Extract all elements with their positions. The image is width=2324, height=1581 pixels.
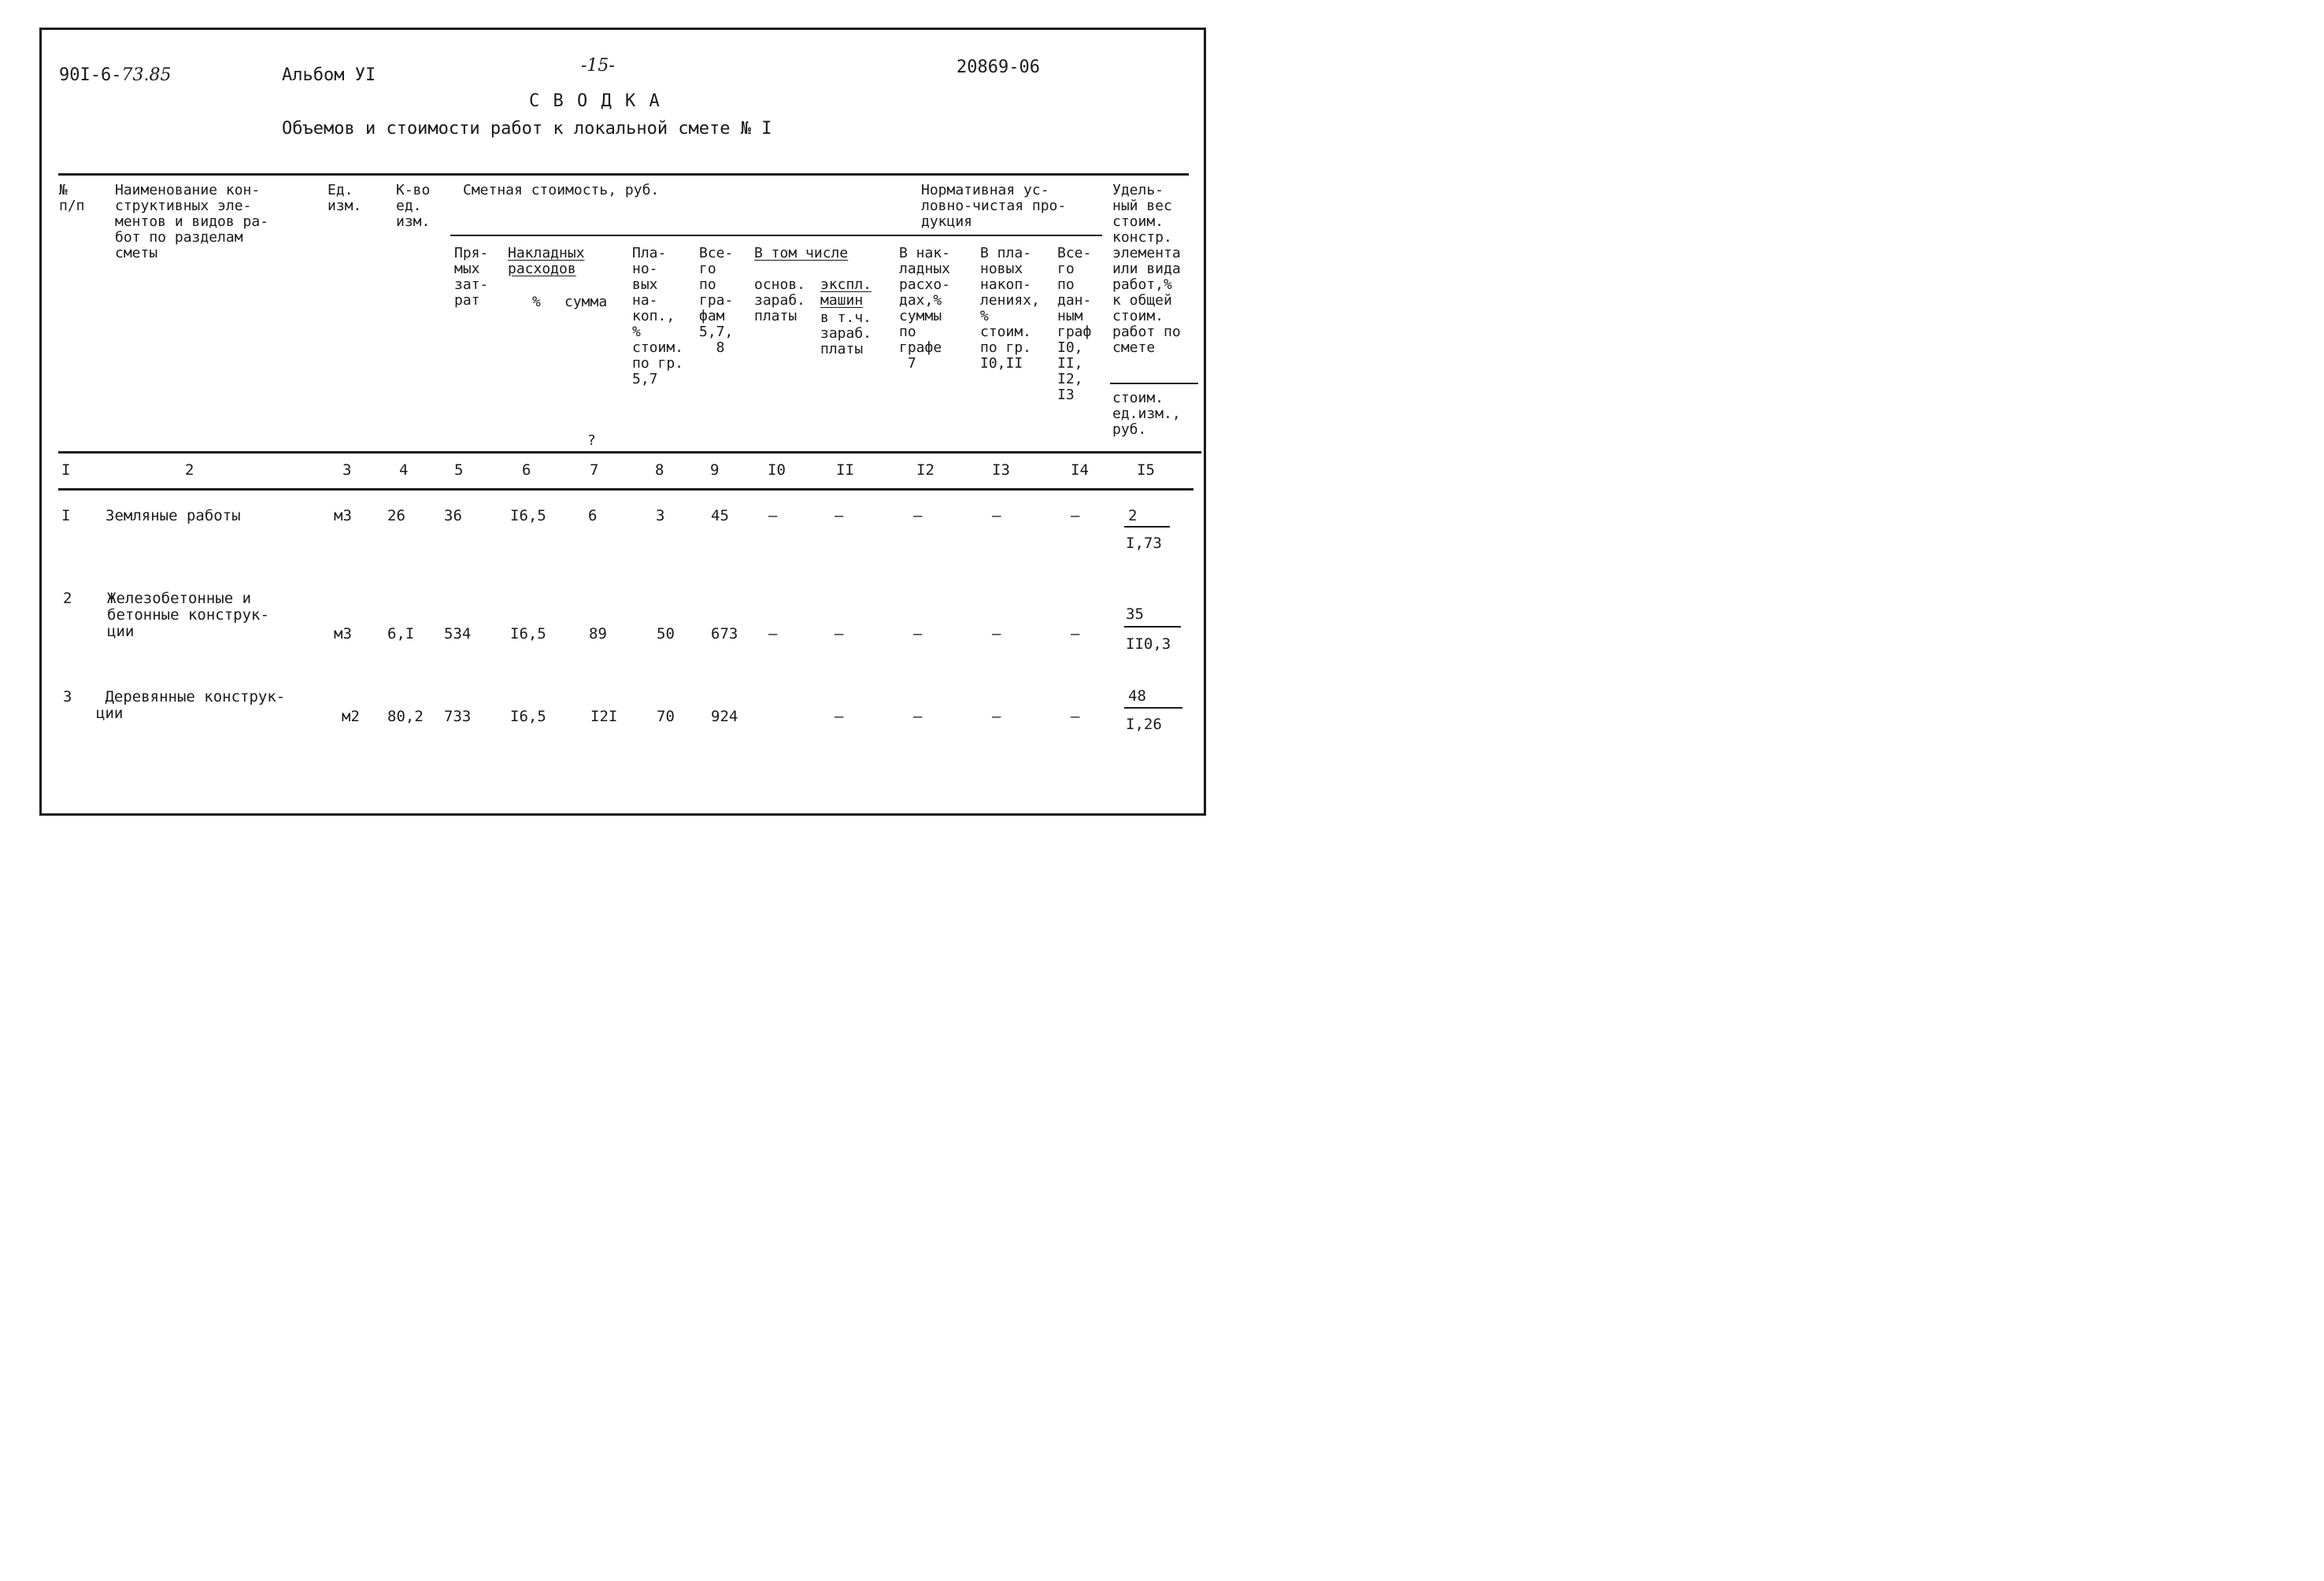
col-header-13: В пла- новых накоп- лениях, % стоим. по гр. I0,II: [980, 245, 1040, 372]
row-norm-planned: –: [992, 625, 1001, 642]
col-header-5: Пря- мых зат- рат: [454, 245, 489, 309]
document-code-handwritten: 73.85: [121, 65, 172, 85]
col-header-8: Пла- но- вых на- коп., % стоим. по гр. 5,7: [632, 245, 684, 387]
row-norm-overhead: –: [913, 625, 923, 642]
col-header-15-bottom: стоим. ед.изм., руб.: [1112, 390, 1181, 438]
row-overhead-sum: 6: [588, 507, 598, 524]
row-overhead-pct: I6,5: [510, 625, 546, 642]
row-wage: –: [768, 625, 778, 642]
numbers-bottom-rule: [58, 488, 1193, 491]
row-share-pct: 2: [1128, 507, 1138, 524]
col-header-12: В нак- ладных расхо- дах,% суммы по графе 7: [899, 245, 951, 372]
fraction-line: [1124, 626, 1181, 628]
document-code: [59, 66, 171, 85]
row-unit: м2: [342, 708, 360, 725]
row-name: Железобетонные и бетонные конструк- ции: [107, 590, 269, 640]
row-unit-cost: I,73: [1126, 535, 1162, 552]
album-label: Альбом УI: [282, 65, 376, 85]
register-number: 20869-06: [957, 57, 1040, 77]
row-unit-cost: I,26: [1126, 716, 1162, 733]
document-title: С В О Д К А: [529, 91, 661, 111]
row-norm-total: –: [1071, 708, 1080, 725]
table-top-rule: [58, 173, 1189, 176]
row-norm-overhead: –: [913, 708, 923, 725]
norm-group-header: Нормативная ус- ловно-чистая про- дукция: [921, 182, 1067, 230]
row-machines: –: [834, 708, 844, 725]
row-qty: 80,2: [387, 708, 424, 725]
row-name: Деревянные конструк- ции: [96, 688, 286, 722]
col-header-3: Ед. изм.: [328, 182, 362, 214]
row-norm-total: –: [1071, 625, 1080, 642]
col-header-7: сумма: [564, 294, 608, 310]
row-machines: –: [834, 507, 844, 524]
row-qty: 6,I: [387, 625, 415, 642]
col15-split-rule: [1110, 383, 1198, 384]
document-code-printed: 90I-6-: [59, 65, 122, 85]
col-number: I5: [1137, 461, 1155, 479]
col-header-9: Все- го по гра- фам 5,7, 8: [699, 245, 734, 356]
col-number: II: [836, 461, 854, 479]
col-number: 9: [710, 461, 720, 479]
document-subtitle: Объемов и стоимости работ к локальной смете № I: [282, 119, 772, 139]
col-number: I4: [1071, 461, 1089, 479]
row-unit: м3: [334, 507, 352, 524]
row-overhead-sum: 89: [589, 625, 607, 642]
fraction-line: [1124, 707, 1182, 709]
col-header-6: %: [532, 294, 541, 310]
row-machines: –: [834, 625, 844, 642]
row-norm-planned: –: [992, 708, 1001, 725]
col-number: I0: [768, 461, 786, 479]
row-unit-cost: II0,3: [1126, 635, 1171, 653]
row-total: 673: [711, 625, 738, 642]
overhead-group-header: Накладных расходов: [508, 245, 585, 277]
col-number: 6: [522, 461, 531, 479]
row-direct: 733: [444, 708, 472, 725]
row-overhead-pct: I6,5: [510, 708, 546, 725]
col-header-4: К-во ед. изм.: [396, 182, 431, 230]
row-norm-overhead: –: [913, 507, 923, 524]
row-number: 2: [63, 590, 72, 607]
row-qty: 26: [387, 507, 405, 524]
incl-group-header: В том числе: [754, 245, 849, 261]
col-header-11-bottom: в т.ч. зараб. платы: [820, 309, 872, 357]
cost-group-rule: [450, 235, 1102, 236]
row-share-pct: 35: [1126, 605, 1144, 623]
col-header-1: № п/п: [59, 182, 85, 214]
row-norm-planned: –: [992, 507, 1001, 524]
row-norm-total: –: [1071, 507, 1080, 524]
col-header-2: Наименование кон- структивных эле- ментов и видов ра- бот по разделам сметы: [115, 182, 269, 261]
col-number: I3: [992, 461, 1010, 479]
row-total: 924: [711, 708, 738, 725]
row-overhead-pct: I6,5: [510, 507, 546, 524]
row-name: Земляные работы: [105, 507, 241, 524]
row-number: 3: [63, 688, 72, 705]
page-number: -15-: [581, 56, 615, 76]
col-number: I2: [916, 461, 934, 479]
row-planned: 50: [657, 625, 675, 642]
col-number: 7: [590, 461, 599, 479]
col-number: 2: [185, 461, 194, 479]
row-share-pct: 48: [1128, 687, 1146, 705]
row-total: 45: [711, 507, 729, 524]
row-planned: 3: [656, 507, 665, 524]
row-unit: м3: [334, 625, 352, 642]
col-header-7-mark: ?: [587, 432, 596, 449]
col-number: I: [61, 461, 71, 479]
cost-group-header: Сметная стоимость, руб.: [463, 182, 660, 198]
header-bottom-rule: [58, 451, 1201, 454]
row-number: I: [61, 507, 71, 524]
col-header-15-top: Удель- ный вес стоим. констр. элемента или вида работ,% к общей стоим. работ по смете: [1112, 182, 1181, 356]
col-header-14: Все- го по дан- ным граф I0, II, I2, I3: [1057, 245, 1092, 403]
col-number: 5: [454, 461, 464, 479]
col-number: 4: [399, 461, 409, 479]
row-wage: –: [768, 507, 778, 524]
col-number: 3: [342, 461, 352, 479]
row-direct: 36: [444, 507, 462, 524]
col-number: 8: [655, 461, 664, 479]
row-direct: 534: [444, 625, 472, 642]
fraction-line: [1124, 526, 1170, 528]
col-header-11-top: экспл. машин: [820, 276, 872, 309]
row-planned: 70: [657, 708, 675, 725]
row-overhead-sum: I2I: [590, 708, 618, 725]
col-header-10: основ. зараб. платы: [754, 276, 806, 324]
